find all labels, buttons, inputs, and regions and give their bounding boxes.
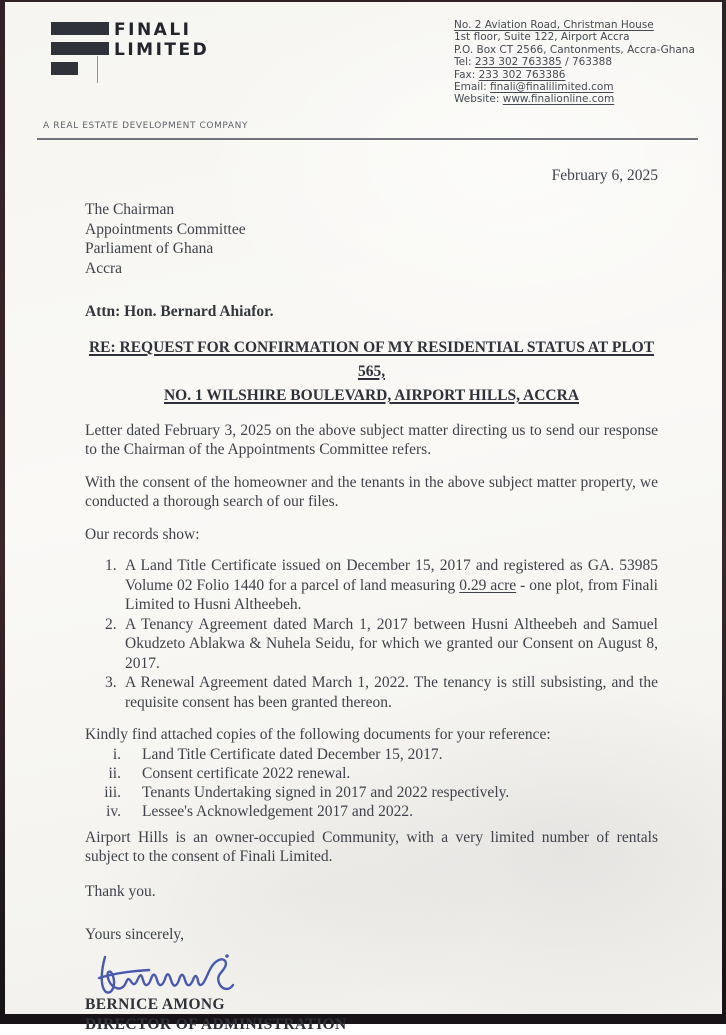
record-item-1-acreage: 0.29 acre <box>459 576 517 594</box>
attachment-item-3: Tenants Undertaking signed in 2017 and 2022 respectively. <box>142 783 510 801</box>
tel-extra: / 763388 <box>561 56 613 69</box>
fax-line <box>454 69 672 81</box>
website-url: www.finalionline.com <box>502 93 615 106</box>
subject-line-1-text: RE: REQUEST FOR CONFIRMATION OF MY RESIDENTIAL STATUS AT PLOT 565, <box>88 338 655 380</box>
record-item-2: A Tenancy Agreement dated March 1, 2017 between Husni Altheebeh and Samuel Okudzeto Ablakwa & Nuhela Seidu, for which we granted our Consent on August 8, 2017. <box>125 615 658 672</box>
paragraph-community: Airport Hills is an owner-occupied Community, with a very limited number of rentals subject to the consent of Finali Limited. <box>85 828 658 866</box>
company-tagline: A REAL ESTATE DEVELOPMENT COMPANY <box>43 120 249 131</box>
recipient-line: Appointments Committee <box>85 220 246 238</box>
fax-number: 233 302 763386 <box>478 68 566 81</box>
subject-line-2 <box>85 384 658 408</box>
attachment-item-4: Lessee's Acknowledgement 2017 and 2022. <box>142 802 413 820</box>
record-item-3: A Renewal Agreement dated March 1, 2022. The tenancy is still subsisting, and the requisite consent has been granted thereon. <box>125 674 658 711</box>
tel-number: 233 302 763385 <box>474 56 562 69</box>
attention-line: Attn: Hon. Bernard Ahiafor. <box>85 303 274 321</box>
company-name-line2: LIMITED <box>114 40 210 60</box>
record-item-1 <box>125 556 658 615</box>
valediction: Yours sincerely, <box>85 926 185 944</box>
recipient-line: Parliament of Ghana <box>85 240 214 258</box>
paragraph-reference: Letter dated February 3, 2025 on the above subject matter directing us to send our response to the Chairman of the Appointments Committee refers. <box>85 421 658 459</box>
signatory-name: BERNICE AMONG <box>85 995 225 1013</box>
letterhead <box>43 19 695 106</box>
signatory-title: DIRECTOR OF ADMINISTRATION <box>85 1016 347 1034</box>
records-list <box>105 556 658 712</box>
list-marker: i. <box>112 745 121 763</box>
record-item-1-post: - one plot, from Finali Limited to Husni Altheebeh. <box>125 576 658 614</box>
logo-bar-icon <box>51 22 109 35</box>
tel-label: Tel: <box>454 56 475 69</box>
list-marker: ii. <box>108 764 121 782</box>
finali-logo <box>51 22 271 84</box>
recipient-line: Accra <box>85 259 122 277</box>
website-line <box>454 93 672 105</box>
email-line <box>454 81 672 93</box>
address-line-1-text: No. 2 Aviation Road, Christman House <box>454 19 654 31</box>
list-marker: iv. <box>106 802 121 820</box>
website-label: Website: <box>454 93 503 106</box>
list-marker: 3. <box>105 674 117 692</box>
records-intro: Our records show: <box>85 525 200 543</box>
address-line-2: 1st floor, Suite 122, Airport Accra <box>454 31 630 44</box>
subject-line-2-text: NO. 1 WILSHIRE BOULEVARD, AIRPORT HILLS, ACCRA <box>163 386 580 404</box>
company-name-line1: FINALI <box>114 20 192 40</box>
record-item-1-pre: A Land Title Certificate issued on December 15, 2017 and registered as GA. 53985 Volume 02 Folio 1440 for a parcel of land measuring <box>125 557 658 594</box>
address-line-1 <box>454 19 672 31</box>
subject-line-1 <box>85 336 658 384</box>
subject-heading <box>85 336 658 408</box>
letter-paper <box>5 2 722 1034</box>
list-item <box>105 673 658 712</box>
attachment-item-2: Consent certificate 2022 renewal. <box>142 764 351 782</box>
thank-you-line: Thank you. <box>85 882 156 900</box>
list-item <box>97 764 658 783</box>
fax-label: Fax: <box>454 68 479 81</box>
list-item <box>97 783 658 802</box>
phone-line <box>454 56 672 68</box>
recipient-block <box>85 200 658 278</box>
list-item <box>97 745 658 764</box>
list-marker: 1. <box>105 557 117 575</box>
logo-bar-icon <box>51 62 78 75</box>
attachment-item-1: Land Title Certificate dated December 15, 2017. <box>142 745 443 763</box>
address-line-3: P.O. Box CT 2566, Cantonments, Accra-Ghana <box>454 43 695 56</box>
letterhead-divider <box>37 138 698 140</box>
letter-date: February 6, 2025 <box>551 166 658 184</box>
attachments-list <box>97 745 658 821</box>
paragraph-consent: With the consent of the homeowner and the tenants in the above subject matter property, we conducted a thorough search of our files. <box>85 473 658 511</box>
list-item <box>97 802 658 821</box>
list-marker: 2. <box>105 615 117 633</box>
logo-bar-icon <box>51 42 109 55</box>
list-item <box>105 615 658 674</box>
attachments-intro: Kindly find attached copies of the following documents for your reference: <box>85 726 551 744</box>
letter-body <box>85 166 658 1035</box>
logo-rule <box>97 56 98 83</box>
list-item <box>105 556 658 615</box>
list-marker: iii. <box>104 783 121 801</box>
email-label: Email: <box>454 81 491 94</box>
letterhead-contact-block <box>454 19 695 106</box>
recipient-line: The Chairman <box>85 201 175 219</box>
email-address: finali@finalilimited.com <box>490 81 614 94</box>
